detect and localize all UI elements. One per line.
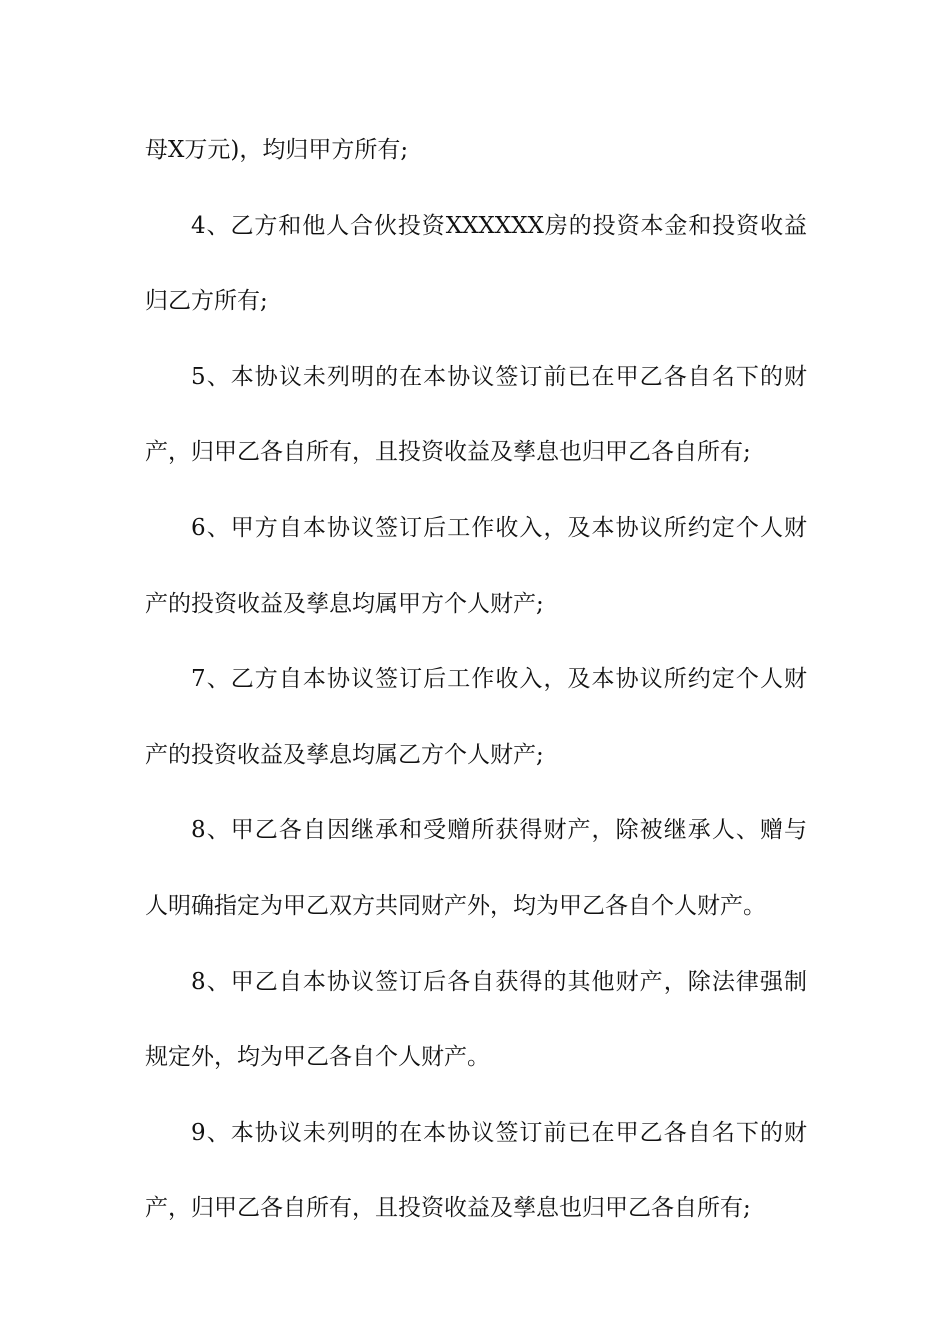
text-line: 4、乙方和他人合伙投资XXXXXX房的投资本金和投资收益	[191, 212, 807, 239]
text-line: 9、本协议未列明的在本协议签订前已在甲乙各自名下的财	[191, 1119, 807, 1146]
text-line: 产的投资收益及孳息均属甲方个人财产;	[145, 590, 544, 617]
text-line: 归乙方所有;	[145, 288, 268, 315]
text-line: 6、甲方自本协议签订后工作收入，及本协议所约定个人财	[191, 514, 807, 541]
text-line: 产，归甲乙各自所有，且投资收益及孳息也归甲乙各自所有;	[145, 439, 751, 466]
text-line: 7、乙方自本协议签订后工作收入，及本协议所约定个人财	[191, 666, 807, 693]
text-line: 产的投资收益及孳息均属乙方个人财产;	[145, 741, 544, 768]
text-line: 人明确指定为甲乙双方共同财产外，均为甲乙各自个人财产。	[145, 892, 766, 919]
text-line: 母X万元)，均归甲方所有;	[145, 137, 409, 163]
text-line: 8、甲乙自本协议签订后各自获得的其他财产，除法律强制	[191, 968, 807, 995]
document-body	[145, 131, 807, 1265]
text-line: 5、本协议未列明的在本协议签订前已在甲乙各自名下的财	[191, 363, 807, 390]
text-line: 8、甲乙各自因继承和受赠所获得财产，除被继承人、赠与	[191, 817, 807, 844]
text-line: 产，归甲乙各自所有，且投资收益及孳息也归甲乙各自所有;	[145, 1195, 751, 1222]
text-line: 规定外，均为甲乙各自个人财产。	[145, 1044, 490, 1071]
